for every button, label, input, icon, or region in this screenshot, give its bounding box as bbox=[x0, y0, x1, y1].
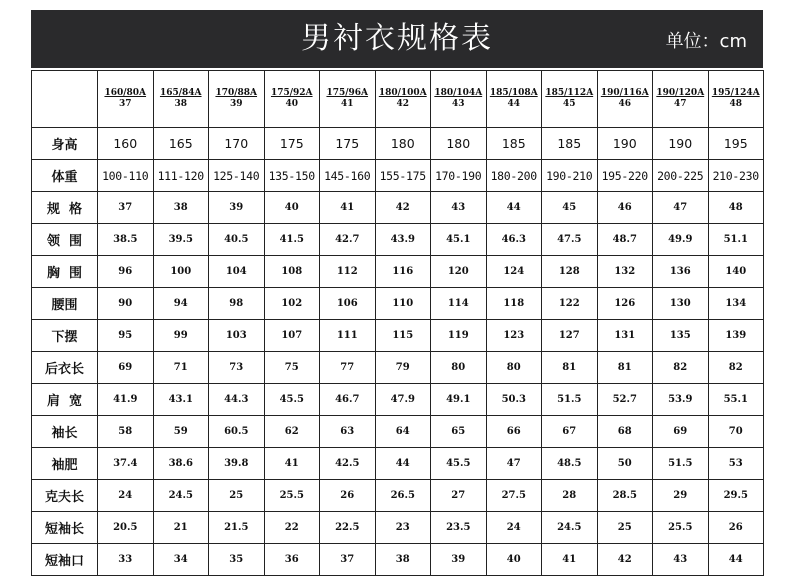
size-code: 180/100A bbox=[378, 88, 427, 98]
size-column-header bbox=[375, 71, 431, 128]
table-cell: 24.5 bbox=[542, 512, 598, 544]
table-row bbox=[32, 512, 764, 544]
size-column-header bbox=[264, 71, 320, 128]
size-code: 185/112A bbox=[545, 88, 594, 98]
table-cell: 27 bbox=[431, 480, 487, 512]
table-cell: 41 bbox=[542, 544, 598, 576]
table-cell: 38 bbox=[153, 192, 209, 224]
table-cell: 135-150 bbox=[264, 160, 320, 192]
table-row bbox=[32, 128, 764, 160]
table-cell: 111 bbox=[320, 320, 376, 352]
table-cell: 22.5 bbox=[320, 512, 376, 544]
table-cell: 107 bbox=[264, 320, 320, 352]
size-number: 43 bbox=[451, 99, 465, 109]
table-cell: 170-190 bbox=[431, 160, 487, 192]
table-cell: 48 bbox=[708, 192, 764, 224]
table-cell: 135 bbox=[653, 320, 709, 352]
table-cell: 170 bbox=[209, 128, 265, 160]
table-cell: 94 bbox=[153, 288, 209, 320]
table-cell: 175 bbox=[264, 128, 320, 160]
size-code: 165/84A bbox=[159, 88, 202, 98]
row-label: 克夫长 bbox=[32, 480, 98, 512]
table-cell: 119 bbox=[431, 320, 487, 352]
table-cell: 65 bbox=[431, 416, 487, 448]
table-cell: 39 bbox=[209, 192, 265, 224]
table-row bbox=[32, 320, 764, 352]
size-number: 37 bbox=[118, 99, 132, 109]
table-cell: 26 bbox=[320, 480, 376, 512]
row-label: 后衣长 bbox=[32, 352, 98, 384]
row-label: 腰围 bbox=[32, 288, 98, 320]
table-row bbox=[32, 480, 764, 512]
table-cell: 38.6 bbox=[153, 448, 209, 480]
table-cell: 64 bbox=[375, 416, 431, 448]
table-cell: 79 bbox=[375, 352, 431, 384]
table-cell: 43 bbox=[653, 544, 709, 576]
table-cell: 42.7 bbox=[320, 224, 376, 256]
table-cell: 53.9 bbox=[653, 384, 709, 416]
table-cell: 29 bbox=[653, 480, 709, 512]
table-cell: 22 bbox=[264, 512, 320, 544]
table-cell: 80 bbox=[486, 352, 542, 384]
table-cell: 25 bbox=[597, 512, 653, 544]
table-cell: 41.5 bbox=[264, 224, 320, 256]
table-cell: 82 bbox=[708, 352, 764, 384]
table-cell: 47 bbox=[486, 448, 542, 480]
table-cell: 104 bbox=[209, 256, 265, 288]
table-cell: 200-225 bbox=[653, 160, 709, 192]
table-cell: 41 bbox=[264, 448, 320, 480]
table-cell: 24 bbox=[486, 512, 542, 544]
size-chart-table bbox=[31, 70, 764, 576]
table-row bbox=[32, 160, 764, 192]
table-cell: 40 bbox=[264, 192, 320, 224]
table-cell: 67 bbox=[542, 416, 598, 448]
table-cell: 116 bbox=[375, 256, 431, 288]
table-cell: 68 bbox=[597, 416, 653, 448]
table-cell: 34 bbox=[153, 544, 209, 576]
size-column-header bbox=[486, 71, 542, 128]
table-cell: 50 bbox=[597, 448, 653, 480]
table-row bbox=[32, 352, 764, 384]
table-cell: 73 bbox=[209, 352, 265, 384]
table-row bbox=[32, 256, 764, 288]
table-cell: 51.5 bbox=[542, 384, 598, 416]
row-label: 身高 bbox=[32, 128, 98, 160]
table-cell: 122 bbox=[542, 288, 598, 320]
table-cell: 46.3 bbox=[486, 224, 542, 256]
table-cell: 140 bbox=[708, 256, 764, 288]
table-row bbox=[32, 416, 764, 448]
table-cell: 33 bbox=[98, 544, 154, 576]
size-number: 48 bbox=[729, 99, 743, 109]
table-cell: 35 bbox=[209, 544, 265, 576]
table-cell: 37 bbox=[320, 544, 376, 576]
table-cell: 44.3 bbox=[209, 384, 265, 416]
table-cell: 39 bbox=[431, 544, 487, 576]
table-cell: 45.5 bbox=[264, 384, 320, 416]
table-cell: 108 bbox=[264, 256, 320, 288]
table-cell: 40.5 bbox=[209, 224, 265, 256]
table-cell: 132 bbox=[597, 256, 653, 288]
table-cell: 195-220 bbox=[597, 160, 653, 192]
size-column-header bbox=[209, 71, 265, 128]
table-cell: 37 bbox=[98, 192, 154, 224]
table-cell: 106 bbox=[320, 288, 376, 320]
table-cell: 160 bbox=[98, 128, 154, 160]
table-cell: 81 bbox=[597, 352, 653, 384]
row-label: 胸 围 bbox=[32, 256, 98, 288]
table-cell: 47 bbox=[653, 192, 709, 224]
table-cell: 180-200 bbox=[486, 160, 542, 192]
table-cell: 47.9 bbox=[375, 384, 431, 416]
header-row bbox=[32, 71, 764, 128]
table-row bbox=[32, 288, 764, 320]
table-cell: 25.5 bbox=[653, 512, 709, 544]
table-cell: 46 bbox=[597, 192, 653, 224]
table-cell: 118 bbox=[486, 288, 542, 320]
size-number: 41 bbox=[340, 99, 354, 109]
size-code: 180/104A bbox=[434, 88, 483, 98]
table-cell: 66 bbox=[486, 416, 542, 448]
table-cell: 103 bbox=[209, 320, 265, 352]
row-label: 袖肥 bbox=[32, 448, 98, 480]
table-cell: 28.5 bbox=[597, 480, 653, 512]
table-cell: 128 bbox=[542, 256, 598, 288]
table-cell: 41 bbox=[320, 192, 376, 224]
table-cell: 55.1 bbox=[708, 384, 764, 416]
table-cell: 25.5 bbox=[264, 480, 320, 512]
table-cell: 100 bbox=[153, 256, 209, 288]
table-cell: 69 bbox=[653, 416, 709, 448]
size-column-header bbox=[153, 71, 209, 128]
table-cell: 44 bbox=[708, 544, 764, 576]
size-number: 47 bbox=[673, 99, 687, 109]
row-label: 规 格 bbox=[32, 192, 98, 224]
table-cell: 190-210 bbox=[542, 160, 598, 192]
table-cell: 110 bbox=[375, 288, 431, 320]
table-cell: 81 bbox=[542, 352, 598, 384]
size-column-header bbox=[708, 71, 764, 128]
table-row bbox=[32, 544, 764, 576]
table-cell: 45 bbox=[542, 192, 598, 224]
table-cell: 25 bbox=[209, 480, 265, 512]
table-cell: 43 bbox=[431, 192, 487, 224]
table-cell: 80 bbox=[431, 352, 487, 384]
table-cell: 185 bbox=[542, 128, 598, 160]
table-cell: 90 bbox=[98, 288, 154, 320]
table-cell: 49.9 bbox=[653, 224, 709, 256]
table-cell: 48.7 bbox=[597, 224, 653, 256]
table-cell: 123 bbox=[486, 320, 542, 352]
table-cell: 127 bbox=[542, 320, 598, 352]
table-cell: 82 bbox=[653, 352, 709, 384]
table-cell: 46.7 bbox=[320, 384, 376, 416]
table-cell: 36 bbox=[264, 544, 320, 576]
table-cell: 26.5 bbox=[375, 480, 431, 512]
title-banner bbox=[31, 10, 763, 68]
size-code: 195/124A bbox=[711, 88, 760, 98]
table-cell: 112 bbox=[320, 256, 376, 288]
size-number: 45 bbox=[562, 99, 576, 109]
size-column-header bbox=[542, 71, 598, 128]
size-column-header bbox=[320, 71, 376, 128]
table-cell: 26 bbox=[708, 512, 764, 544]
table-cell: 155-175 bbox=[375, 160, 431, 192]
size-number: 39 bbox=[229, 99, 243, 109]
table-cell: 134 bbox=[708, 288, 764, 320]
table-cell: 180 bbox=[375, 128, 431, 160]
table-cell: 98 bbox=[209, 288, 265, 320]
table-cell: 50.3 bbox=[486, 384, 542, 416]
table-cell: 49.1 bbox=[431, 384, 487, 416]
row-label: 下摆 bbox=[32, 320, 98, 352]
row-label: 肩 宽 bbox=[32, 384, 98, 416]
table-cell: 195 bbox=[708, 128, 764, 160]
size-column-header bbox=[431, 71, 487, 128]
size-number: 46 bbox=[618, 99, 632, 109]
table-cell: 165 bbox=[153, 128, 209, 160]
table-cell: 29.5 bbox=[708, 480, 764, 512]
table-cell: 136 bbox=[653, 256, 709, 288]
table-cell: 37.4 bbox=[98, 448, 154, 480]
table-cell: 69 bbox=[98, 352, 154, 384]
table-cell: 38 bbox=[375, 544, 431, 576]
table-cell: 190 bbox=[597, 128, 653, 160]
table-cell: 39.8 bbox=[209, 448, 265, 480]
table-cell: 21 bbox=[153, 512, 209, 544]
table-cell: 59 bbox=[153, 416, 209, 448]
size-code: 170/88A bbox=[215, 88, 258, 98]
table-cell: 60.5 bbox=[209, 416, 265, 448]
table-cell: 115 bbox=[375, 320, 431, 352]
row-label: 短袖长 bbox=[32, 512, 98, 544]
table-cell: 44 bbox=[486, 192, 542, 224]
table-cell: 145-160 bbox=[320, 160, 376, 192]
table-row bbox=[32, 224, 764, 256]
table-cell: 124 bbox=[486, 256, 542, 288]
table-cell: 42 bbox=[597, 544, 653, 576]
table-cell: 185 bbox=[486, 128, 542, 160]
table-row bbox=[32, 384, 764, 416]
table-cell: 114 bbox=[431, 288, 487, 320]
size-code: 190/116A bbox=[600, 88, 649, 98]
size-code: 160/80A bbox=[104, 88, 147, 98]
table-cell: 38.5 bbox=[98, 224, 154, 256]
row-label: 短袖口 bbox=[32, 544, 98, 576]
table-cell: 23 bbox=[375, 512, 431, 544]
corner-cell bbox=[32, 71, 98, 128]
table-cell: 139 bbox=[708, 320, 764, 352]
table-cell: 53 bbox=[708, 448, 764, 480]
table-cell: 24 bbox=[98, 480, 154, 512]
table-cell: 126 bbox=[597, 288, 653, 320]
table-cell: 102 bbox=[264, 288, 320, 320]
table-cell: 210-230 bbox=[708, 160, 764, 192]
table-cell: 96 bbox=[98, 256, 154, 288]
table-cell: 62 bbox=[264, 416, 320, 448]
table-cell: 42.5 bbox=[320, 448, 376, 480]
table-cell: 48.5 bbox=[542, 448, 598, 480]
table-cell: 70 bbox=[708, 416, 764, 448]
size-column-header bbox=[597, 71, 653, 128]
table-cell: 45.1 bbox=[431, 224, 487, 256]
table-cell: 130 bbox=[653, 288, 709, 320]
table-cell: 51.5 bbox=[653, 448, 709, 480]
table-cell: 43.1 bbox=[153, 384, 209, 416]
table-cell: 190 bbox=[653, 128, 709, 160]
size-number: 44 bbox=[507, 99, 521, 109]
table-cell: 95 bbox=[98, 320, 154, 352]
table-cell: 120 bbox=[431, 256, 487, 288]
table-cell: 41.9 bbox=[98, 384, 154, 416]
row-label: 领 围 bbox=[32, 224, 98, 256]
size-number: 38 bbox=[174, 99, 188, 109]
table-row bbox=[32, 448, 764, 480]
table-cell: 100-110 bbox=[98, 160, 154, 192]
table-cell: 42 bbox=[375, 192, 431, 224]
size-code: 175/96A bbox=[326, 88, 369, 98]
size-column-header bbox=[98, 71, 154, 128]
table-cell: 99 bbox=[153, 320, 209, 352]
table-cell: 44 bbox=[375, 448, 431, 480]
table-cell: 39.5 bbox=[153, 224, 209, 256]
table-cell: 20.5 bbox=[98, 512, 154, 544]
table-cell: 51.1 bbox=[708, 224, 764, 256]
table-cell: 40 bbox=[486, 544, 542, 576]
table-cell: 111-120 bbox=[153, 160, 209, 192]
size-number: 42 bbox=[396, 99, 410, 109]
size-code: 190/120A bbox=[656, 88, 705, 98]
page-title: 男衬衣规格表 bbox=[301, 21, 493, 56]
row-label: 体重 bbox=[32, 160, 98, 192]
size-code: 185/108A bbox=[489, 88, 538, 98]
table-cell: 175 bbox=[320, 128, 376, 160]
table-cell: 58 bbox=[98, 416, 154, 448]
table-cell: 23.5 bbox=[431, 512, 487, 544]
table-cell: 131 bbox=[597, 320, 653, 352]
table-cell: 75 bbox=[264, 352, 320, 384]
size-column-header bbox=[653, 71, 709, 128]
size-number: 40 bbox=[285, 99, 299, 109]
table-cell: 21.5 bbox=[209, 512, 265, 544]
table-cell: 28 bbox=[542, 480, 598, 512]
size-code: 175/92A bbox=[270, 88, 313, 98]
table-row bbox=[32, 192, 764, 224]
row-label: 袖长 bbox=[32, 416, 98, 448]
table-cell: 125-140 bbox=[209, 160, 265, 192]
table-cell: 45.5 bbox=[431, 448, 487, 480]
unit-label: 单位：cm bbox=[665, 31, 747, 52]
table-cell: 47.5 bbox=[542, 224, 598, 256]
table-cell: 63 bbox=[320, 416, 376, 448]
table-cell: 180 bbox=[431, 128, 487, 160]
table-cell: 52.7 bbox=[597, 384, 653, 416]
table-cell: 27.5 bbox=[486, 480, 542, 512]
table-cell: 77 bbox=[320, 352, 376, 384]
table-cell: 43.9 bbox=[375, 224, 431, 256]
table-cell: 71 bbox=[153, 352, 209, 384]
table-cell: 24.5 bbox=[153, 480, 209, 512]
